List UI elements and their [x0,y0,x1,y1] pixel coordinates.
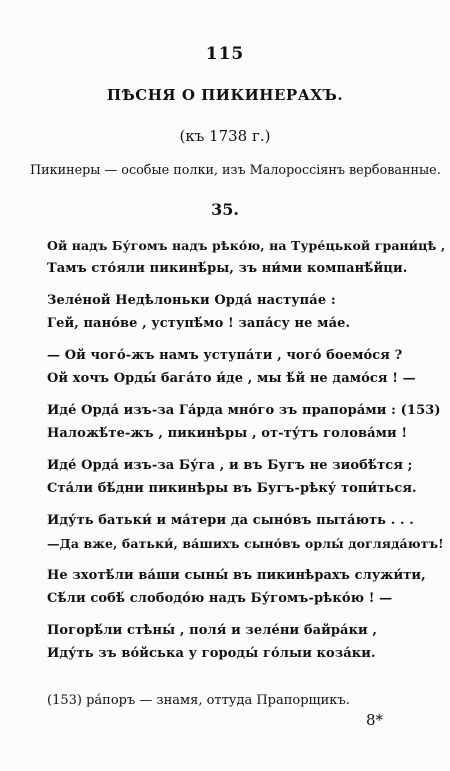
stanza-1 [47,234,446,280]
page-number: 115 [205,44,245,64]
stanza-4 [47,399,441,445]
stanza-2 [47,289,437,335]
verse-line: Иде́ Орда́ изъ-за Га́рда мно́го зъ прапора́ми : (153) [47,403,441,418]
verse-line: Ста́ли бѣ́дни пикинѣры въ Бугъ-рѣку́ топи́ться. [47,481,417,496]
signature-mark: 8* [366,711,384,729]
verse-line: Погорѣ́ли стѣны́ , поля́ и зеле́ни байра́ки , [47,623,378,638]
verse-line: Наложѣ́те-жъ , пикинѣры , от-ту́тъ голова́ми ! [47,426,408,441]
verse-line: Иде́ Орда́ изъ-за Бу́га , и въ Бугъ не зиобѣ́тся ; [47,458,413,473]
verse-line: Не зхотѣ́ли ва́ши сыны́ въ пикинѣрахъ служи́ти, [47,568,426,583]
song-date: (къ 1738 г.) [179,127,271,145]
stanza-6 [47,509,444,555]
introductory-note: Пикинеры — особые полки, изъ Малороссіянъ вербованные. [30,163,441,178]
stanza-3 [47,344,437,390]
verse-line: Иду́ть батьки́ и ма́тери да сыно́въ пыта́ють . . . [47,513,414,528]
verse-line: Зеле́ной Недѣлоньки Орда́ наступа́е : [47,293,336,308]
verse-line: —Да вже, батьки́, ва́шихъ сыно́въ орлы́ догляда́ютъ! [47,536,444,551]
verse-line: Иду́ть зъ во́йська у городы́ го́лыи коза́ки. [47,646,376,661]
song-title: ПѢСНЯ О ПИКИНЕРАХЪ. [106,86,344,104]
footnote: (153) ра́поръ — знамя, оттуда Прапорщикъ. [47,693,350,708]
song-number: 35. [211,200,239,219]
stanza-8 [47,619,437,665]
verse-line: Тамъ сто́яли пикинѣ́ры, зъ ни́ми компанѣ́йци. [47,261,408,276]
song-text [47,234,446,674]
verse-line: Гей, пано́ве , уступѣ́мо ! запа́су не ма́е. [47,316,351,331]
verse-line: Сѣ́ли собѣ́ слободо́ю надъ Бу́гомъ-рѣко́ю ! — [47,591,393,606]
verse-line: Ой хочъ Орды́ бага́то и́де , мы ѣ́й не дамо́ся ! — [47,371,416,386]
verse-line: — Ой чого́-жъ намъ уступа́ти , чого́ боемо́ся ? [47,348,403,363]
stanza-7 [47,564,437,610]
verse-line: Ой надъ Бу́гомъ надъ рѣко́ю, на Туре́цькой грани́цѣ , [47,238,446,253]
stanza-5 [47,454,437,500]
